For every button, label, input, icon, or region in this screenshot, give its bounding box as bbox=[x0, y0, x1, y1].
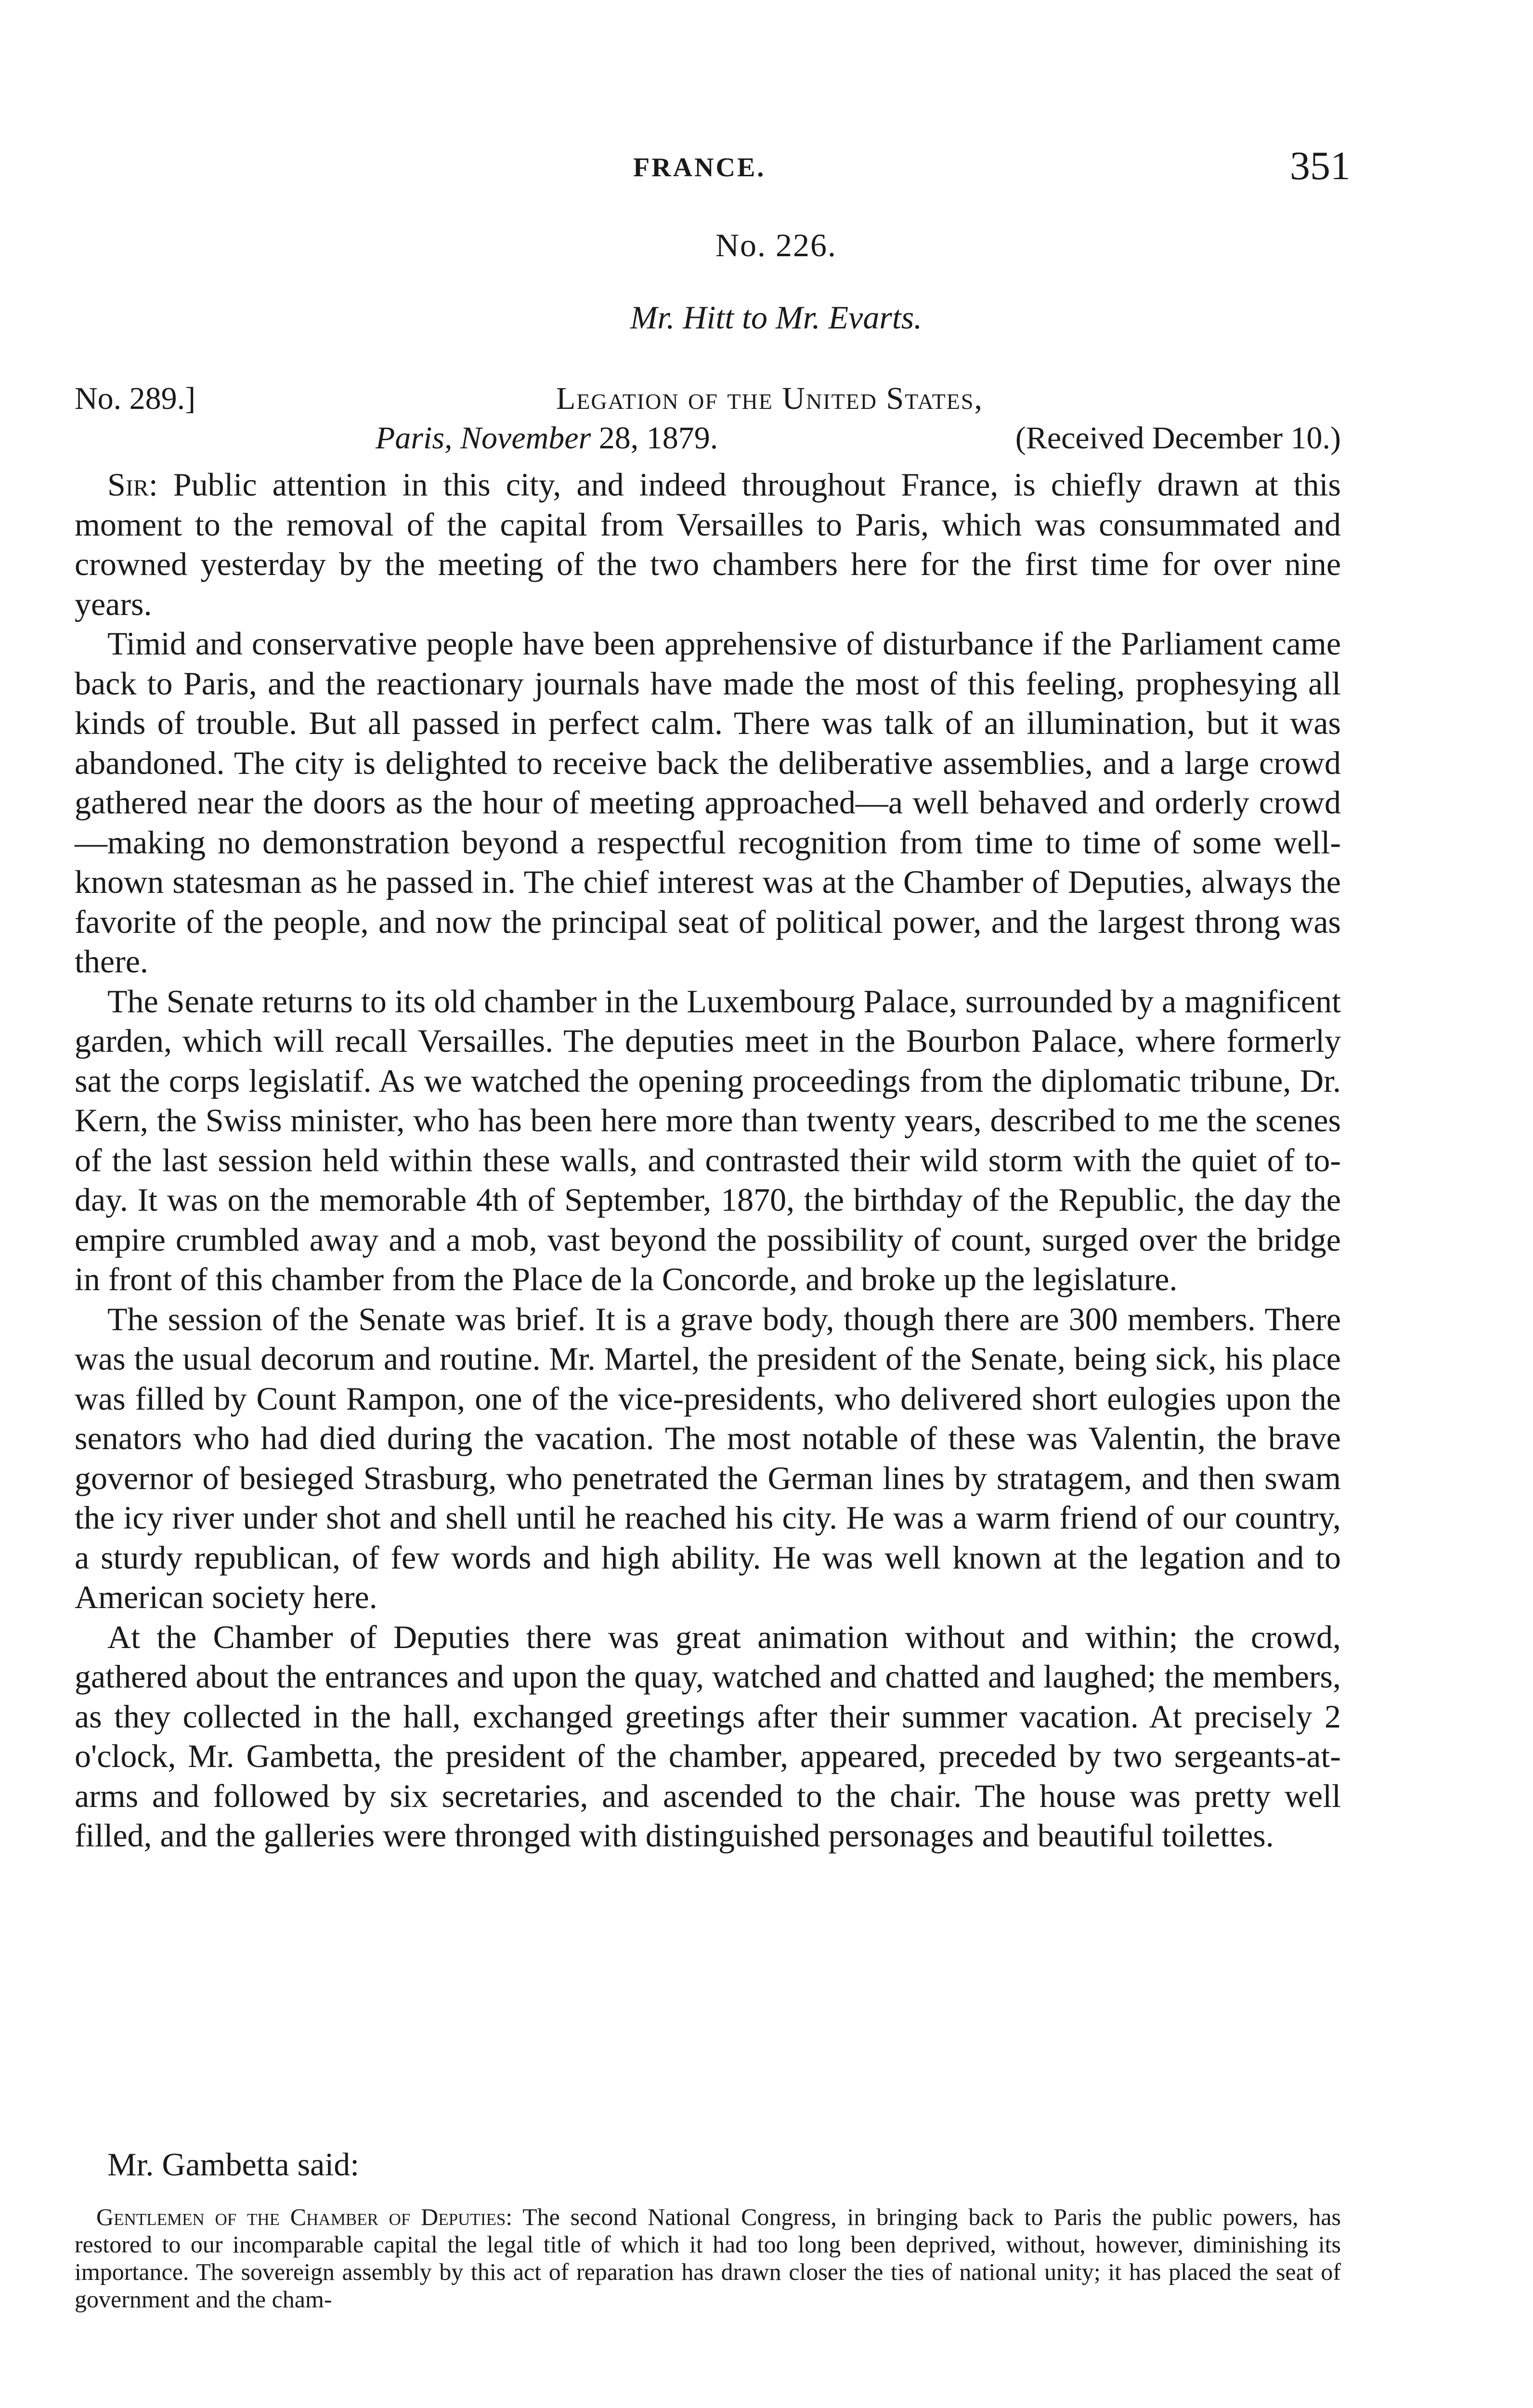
speech-quote bbox=[75, 2203, 1341, 2313]
paragraph-1-text: Public attention in this city, and indeed throughout France, is chiefly drawn at this moment to the removal of the capital from Versailles to Paris, which was consummated and crowned yesterday by the meeting of the two chambers here for the first time for over nine years. bbox=[75, 466, 1341, 622]
salutation: Sir: bbox=[107, 466, 158, 503]
legation-heading: Legation of the United States, bbox=[556, 381, 983, 416]
paragraph-4: The session of the Senate was brief. It is a grave body, though there are 300 members. There was the usual decorum and routine. Mr. Martel, the president of the Senate, being sick, his place was filled by Count Rampon, one of the vice-presidents, who delivered short eulogies upon the senators who had died during the vacation. The most notable of these was Valentin, the brave governor of besieged Strasburg, who penetrated the German lines by stratagem, and then swam the icy river under shot and shell until he reached his city. He was a warm friend of our country, a sturdy republican, of few words and high ability. He was well known at the legation and to American society here. bbox=[75, 1300, 1341, 1615]
running-header bbox=[75, 143, 1351, 196]
quote-paragraph bbox=[75, 2203, 1341, 2313]
page-number: 351 bbox=[1290, 144, 1351, 188]
dispatch-number: No. 289.] bbox=[75, 381, 196, 416]
quote-lead: Gentlemen of the Chamber of Deputies: bbox=[96, 2203, 513, 2230]
dispatch-date bbox=[376, 420, 718, 457]
quote-text: The second National Congress, in bringing back to Paris the public powers, has restored to our incomparable capital the legal title of which it had too long been deprived, without, however, diminishing its importance. The sovereign assembly by this act of reparation has drawn closer the ties of national unity; it has placed the seat of government and the cham- bbox=[75, 2203, 1341, 2313]
running-title: FRANCE. bbox=[633, 153, 766, 183]
dispatch-day-year: 28, 1879. bbox=[598, 420, 718, 456]
paragraph-2: Timid and conservative people have been apprehensive of disturbance if the Parliament came back to Paris, and the reactionary journals have made the most of this feeling, prophesying all kinds of trouble. But all passed in perfect calm. There was talk of an illumination, but it was abandoned. The city is delighted to receive back the deliberative assemblies, and a large crowd gathered near the doors as the hour of meeting approached—a well behaved and orderly crowd—making no demonstration beyond a respectful recognition from time to time of some well-known statesman as he passed in. The chief interest was at the Chamber of Deputies, always the favorite of the people, and now the principal seat of political power, and the largest throng was there. bbox=[75, 625, 1341, 980]
paragraph-1 bbox=[75, 465, 1341, 624]
letter-body bbox=[75, 465, 1341, 1856]
speaker-intro: Mr. Gambetta said: bbox=[107, 2146, 360, 2183]
paragraph-3: The Senate returns to its old chamber in the Luxembourg Palace, surrounded by a magnificent garden, which will recall Versailles. The deputies meet in the Bourbon Palace, where formerly sat the corps legislatif. As we watched the opening proceedings from the diplomatic tribune, Dr. Kern, the Swiss minister, who has been here more than twenty years, described to me the scenes of the last session held within these walls, and contrasted their wild storm with the quiet of to-day. It was on the memorable 4th of September, 1870, the birthday of the Republic, the day the empire crumbled away and a mob, vast beyond the possibility of count, surged over the bridge in front of this chamber from the Place de la Concorde, and broke up the legislature. bbox=[75, 982, 1341, 1297]
document-title: Mr. Hitt to Mr. Evarts. bbox=[630, 299, 922, 336]
paragraph-5: At the Chamber of Deputies there was great animation without and within; the crowd, gathered about the entrances and upon the quay, watched and chatted and laughed; the members, as they collected in the hall, exchanged greetings after their summer vacation. At precisely 2 o'clock, Mr. Gambetta, the president of the chamber, appeared, preceded by two sergeants-at-arms and followed by six secretaries, and ascended to the chair. The house was pretty well filled, and the galleries were thronged with distinguished personages and beautiful toilettes. bbox=[75, 1618, 1341, 1854]
document-number: No. 226. bbox=[715, 227, 837, 263]
dispatch-place: Paris, November bbox=[376, 420, 591, 456]
dispatch-heading bbox=[75, 380, 1341, 458]
received-date: (Received December 10.) bbox=[1015, 420, 1341, 456]
